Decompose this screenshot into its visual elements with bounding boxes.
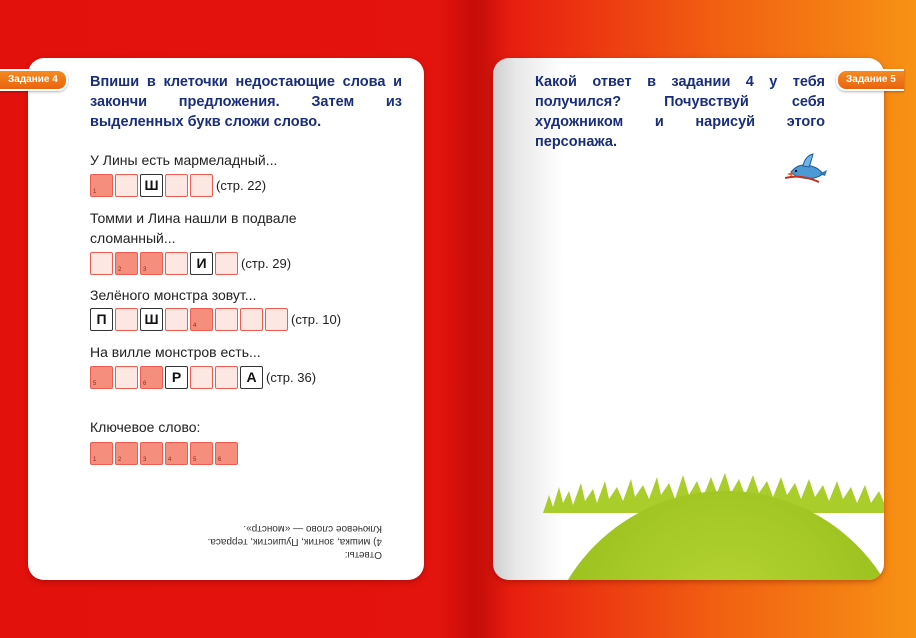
item-4-cells: [90, 366, 316, 389]
keyword-cells: [90, 442, 240, 465]
cell-number: 3: [143, 267, 147, 273]
answer-cell[interactable]: [115, 366, 138, 389]
item-2-cells: [90, 252, 291, 275]
answer-cell[interactable]: [215, 252, 238, 275]
task-5-instruction: Какой ответ в задании 4 у тебя получился? Почувствуй себя художником и нарисуй этого персонажа.: [535, 74, 825, 150]
cell-number: 1: [93, 457, 97, 463]
keyword-label: Ключевое слово:: [90, 419, 201, 435]
answer-cell[interactable]: [140, 252, 163, 275]
answer-cell[interactable]: [115, 308, 138, 331]
answer-cell[interactable]: [115, 252, 138, 275]
cell-number: 4: [193, 323, 197, 329]
answers-block: [162, 522, 382, 561]
answer-cell[interactable]: [115, 174, 138, 197]
answer-cell[interactable]: [90, 252, 113, 275]
answer-cell[interactable]: [190, 366, 213, 389]
item-1-text: У Лины есть мармеладный...: [90, 152, 278, 168]
keyword-cell[interactable]: [190, 442, 213, 465]
cell-number: 5: [193, 457, 197, 463]
answer-cell[interactable]: [140, 366, 163, 389]
page-reference: (стр. 10): [291, 312, 342, 327]
task-5-tag: Задание 5: [836, 69, 904, 91]
cell-number: 3: [143, 457, 147, 463]
answers-line-2: Ключевое слово — «монстр».: [243, 523, 382, 534]
answer-cell[interactable]: [265, 308, 288, 331]
answer-cell[interactable]: П: [90, 308, 113, 331]
page-reference: (стр. 36): [266, 370, 317, 385]
answer-cell[interactable]: Ш: [140, 308, 163, 331]
item-4-text: На вилле монстров есть...: [90, 344, 261, 360]
answer-cell[interactable]: Ш: [140, 174, 163, 197]
page-reference: (стр. 29): [241, 256, 292, 271]
answer-cell[interactable]: [165, 308, 188, 331]
answer-cell[interactable]: [165, 252, 188, 275]
keyword-cell[interactable]: [165, 442, 188, 465]
answer-cell[interactable]: [165, 174, 188, 197]
answer-cell[interactable]: Р: [165, 366, 188, 389]
cell-number: 4: [168, 457, 172, 463]
answer-cell[interactable]: [215, 308, 238, 331]
cell-number: 1: [93, 189, 97, 195]
cell-number: 2: [118, 267, 122, 273]
cell-number: 6: [143, 381, 147, 387]
answers-title: Ответы:: [344, 549, 382, 560]
cell-number: 6: [218, 457, 222, 463]
item-3-cells: [90, 308, 341, 331]
item-1-cells: [90, 174, 266, 197]
keyword-cell[interactable]: [215, 442, 238, 465]
page-reference: (стр. 22): [216, 178, 267, 193]
cell-number: 5: [93, 381, 97, 387]
keyword-cell[interactable]: [90, 442, 113, 465]
item-3-text: Зелёного монстра зовут...: [90, 287, 257, 303]
answer-cell[interactable]: [190, 174, 213, 197]
answer-cell[interactable]: А: [240, 366, 263, 389]
bird-icon: [785, 152, 829, 186]
answer-cell[interactable]: И: [190, 252, 213, 275]
answers-line-1: 4) мишка, зонтик, Пушистик, терраса.: [207, 536, 382, 547]
answer-cell[interactable]: [90, 174, 113, 197]
answer-cell[interactable]: [190, 308, 213, 331]
keyword-cell[interactable]: [115, 442, 138, 465]
answer-cell[interactable]: [215, 366, 238, 389]
answer-cell[interactable]: [240, 308, 263, 331]
item-2-text: Томми и Лина нашли в подвале сломанный...: [90, 210, 297, 246]
keyword-cell[interactable]: [140, 442, 163, 465]
task-4-tag: Задание 4: [0, 69, 68, 91]
answer-cell[interactable]: [90, 366, 113, 389]
cell-number: 2: [118, 457, 122, 463]
task-4-instruction: Впиши в клеточки недостающие слова и закончи предложения. Затем из выделенных букв сложи слово.: [90, 74, 402, 130]
